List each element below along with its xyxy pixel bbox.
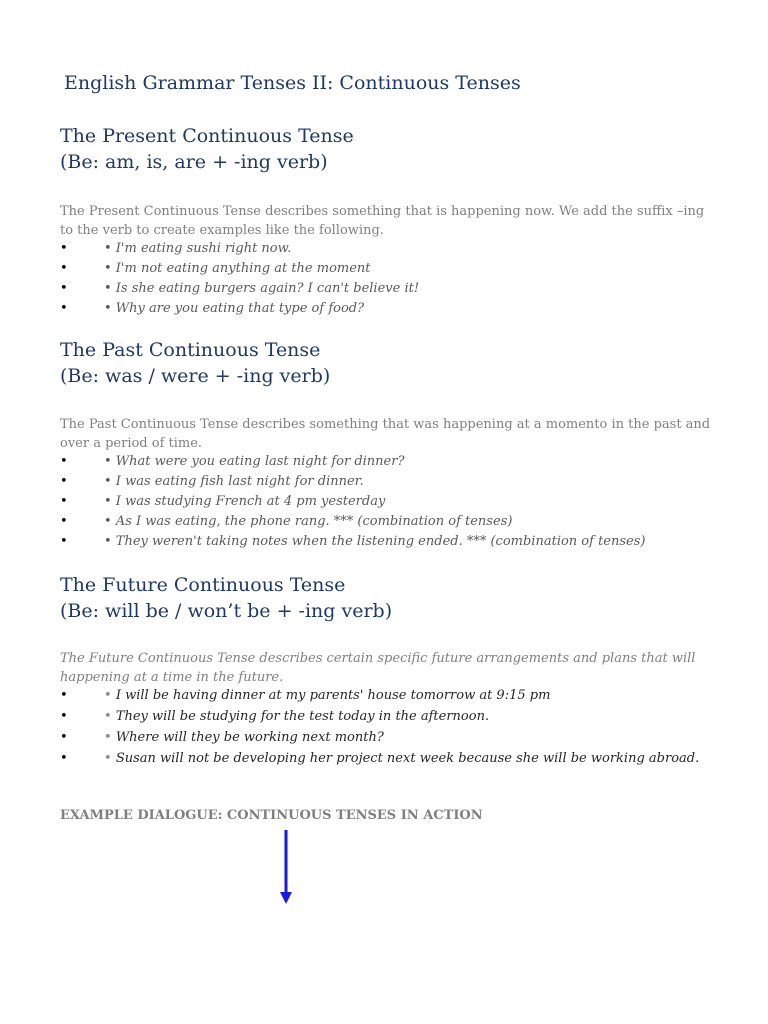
bullet-marker: • — [60, 454, 68, 469]
bullet-marker: • — [60, 494, 68, 509]
list-item-text: • I was studying French at 4 pm yesterday — [104, 494, 386, 509]
arrow-down-icon — [276, 830, 296, 906]
section-heading — [60, 572, 392, 624]
bullet-list — [60, 239, 740, 319]
heading-line: The Past Continuous Tense — [60, 339, 321, 361]
list-item-text: • They weren't taking notes when the listening ended. *** (combination of tenses) — [104, 534, 646, 549]
list-item-content: Where will they be working next month? — [115, 730, 384, 745]
heading-subline: (Be: was / were + -ing verb) — [60, 365, 331, 387]
bullet-marker: • — [60, 281, 68, 296]
list-item-text: • I was eating fish last night for dinner. — [104, 474, 364, 489]
section-heading — [60, 123, 354, 175]
list-item-text: • I'm eating sushi right now. — [104, 241, 292, 256]
list-item — [60, 706, 740, 727]
bullet-marker: • — [60, 514, 68, 529]
bullet-marker: • — [60, 474, 68, 489]
section-intro: The Present Continuous Tense describes something that is happening now. We add the suffix –ing to the verb to create examples like the following. — [60, 204, 705, 238]
inner-bullet-marker: • — [104, 709, 112, 724]
bullet-marker: • — [60, 534, 68, 549]
dialogue-label: EXAMPLE DIALOGUE: CONTINUOUS TENSES IN ACTION — [60, 808, 483, 823]
bullet-marker: • — [60, 709, 68, 724]
list-item-text: • Is she eating burgers again? I can't believe it! — [104, 281, 420, 296]
list-item — [60, 279, 740, 299]
list-item — [60, 512, 740, 532]
bullet-marker: • — [60, 688, 68, 703]
list-item — [60, 532, 740, 552]
bullet-marker: • — [60, 751, 68, 766]
list-item — [60, 748, 740, 769]
list-item-text: • I'm not eating anything at the moment — [104, 261, 371, 276]
list-item-content: They will be studying for the test today in the afternoon. — [115, 709, 490, 724]
bullet-marker: • — [60, 241, 68, 256]
list-item — [60, 259, 740, 279]
list-item — [60, 299, 740, 319]
section-intro: The Past Continuous Tense describes something that was happening at a momento in the past and over a period of time. — [60, 417, 711, 451]
inner-bullet-marker: • — [104, 688, 112, 703]
list-item-text — [104, 727, 384, 748]
bullet-list — [60, 452, 740, 552]
inner-bullet-marker: • — [104, 751, 112, 766]
list-item-text — [104, 685, 550, 706]
heading-subline: (Be: am, is, are + -ing verb) — [60, 151, 328, 173]
section-heading — [60, 337, 330, 389]
section-intro: The Future Continuous Tense describes certain specific future arrangements and plans that will happening at a time in the future. — [60, 651, 696, 685]
heading-line: The Future Continuous Tense — [60, 574, 346, 596]
list-item-text: • As I was eating, the phone rang. *** (combination of tenses) — [104, 514, 513, 529]
bullet-marker: • — [60, 301, 68, 316]
list-item-text: • Why are you eating that type of food? — [104, 301, 365, 316]
list-item — [60, 472, 740, 492]
list-item — [60, 452, 740, 472]
list-item-text: • What were you eating last night for dinner? — [104, 454, 405, 469]
page-title: English Grammar Tenses II: Continuous Tenses — [64, 72, 521, 94]
bullet-list — [60, 685, 740, 769]
bullet-marker: • — [60, 730, 68, 745]
list-item — [60, 727, 740, 748]
list-item — [60, 685, 740, 706]
list-item-content: I will be having dinner at my parents' house tomorrow at 9:15 pm — [115, 688, 551, 703]
list-item — [60, 492, 740, 512]
heading-subline: (Be: will be / won’t be + -ing verb) — [60, 600, 393, 622]
heading-line: The Present Continuous Tense — [60, 125, 354, 147]
bullet-marker: • — [60, 261, 68, 276]
list-item-text — [104, 748, 699, 769]
inner-bullet-marker: • — [104, 730, 112, 745]
list-item — [60, 239, 740, 259]
list-item-content: Susan will not be developing her project next week because she will be working abroad. — [115, 751, 700, 766]
list-item-text — [104, 706, 489, 727]
